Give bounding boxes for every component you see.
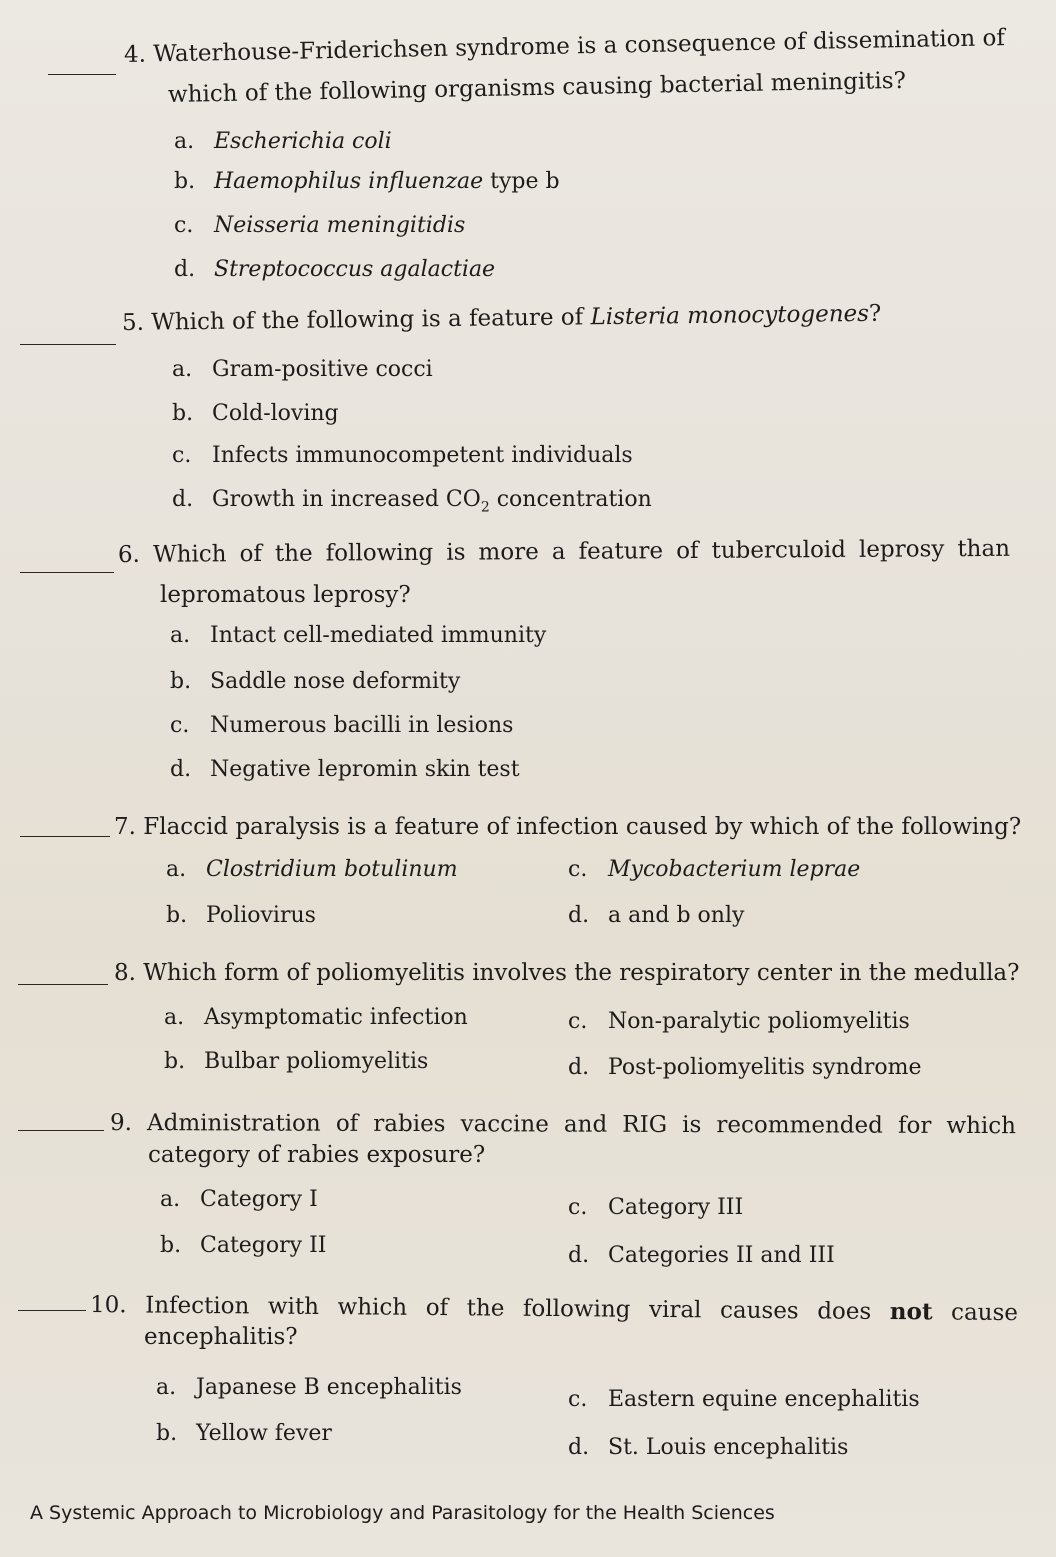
option-9b[interactable]: b. Category II <box>160 1233 327 1258</box>
question-number: 10. <box>89 1292 127 1319</box>
question-number: 4. <box>123 41 147 68</box>
option-7c[interactable]: c. Mycobacterium leprae <box>568 857 861 882</box>
question-9-text-line2: category of rabies exposure? <box>148 1142 486 1168</box>
option-7a[interactable]: a. Clostridium botulinum <box>166 857 458 882</box>
question-4-text <box>124 23 1005 70</box>
option-4c[interactable]: c. Neisseria meningitidis <box>174 213 466 238</box>
question-stem: Waterhouse-Friderichsen syndrome is a consequence of dissemination of <box>153 25 1006 68</box>
question-number: 9. <box>109 1110 132 1137</box>
question-5-text: 5. Which of the following is a feature of Listeria monocytogenes? <box>121 300 882 336</box>
question-7-text: 7. Flaccid paralysis is a feature of infection caused by which of the following? <box>114 814 1022 840</box>
option-9c[interactable]: c. Category III <box>568 1195 744 1220</box>
option-8d[interactable]: d. Post-poliomyelitis syndrome <box>568 1055 922 1080</box>
option-6b[interactable]: b. Saddle nose deformity <box>170 669 461 694</box>
option-4b[interactable]: b. Haemophilus influenzae type b <box>174 169 560 194</box>
answer-blank-4[interactable] <box>48 74 116 75</box>
question-4-text-line2: which of the following organisms causing bacterial meningitis? <box>167 67 907 108</box>
question-6-text: 6. Which of the following is more a feature of tuberculoid leprosy than <box>117 535 1011 568</box>
option-7d[interactable]: d. a and b only <box>568 903 745 928</box>
question-number: 7. <box>114 814 136 840</box>
answer-blank-8[interactable] <box>18 984 108 985</box>
option-10b[interactable]: b. Yellow fever <box>156 1421 332 1446</box>
option-7b[interactable]: b. Poliovirus <box>166 903 316 928</box>
option-10c[interactable]: c. Eastern equine encephalitis <box>568 1387 920 1412</box>
question-number: 5. <box>121 309 145 336</box>
option-9d[interactable]: d. Categories II and III <box>568 1243 835 1268</box>
option-6d[interactable]: d. Negative lepromin skin test <box>170 757 520 782</box>
option-4a[interactable]: a. Escherichia coli <box>174 129 392 154</box>
option-6c[interactable]: c. Numerous bacilli in lesions <box>170 713 514 738</box>
question-10-text: 10. Infection with which of the following viral causes does not cause <box>89 1292 1019 1327</box>
answer-blank-10[interactable] <box>18 1310 86 1311</box>
option-6a[interactable]: a. Intact cell-mediated immunity <box>170 623 547 648</box>
answer-blank-9[interactable] <box>18 1130 104 1131</box>
answer-blank-5[interactable] <box>20 344 116 345</box>
option-4d[interactable]: d. Streptococcus agalactiae <box>174 257 496 282</box>
question-number: 6. <box>117 541 141 568</box>
option-8b[interactable]: b. Bulbar poliomyelitis <box>164 1049 429 1074</box>
question-number: 8. <box>114 960 136 986</box>
option-5d[interactable]: d. Growth in increased $CO_2$ concentration <box>172 487 652 516</box>
option-5a[interactable]: a. Gram-positive cocci <box>172 357 433 382</box>
option-8c[interactable]: c. Non-paralytic poliomyelitis <box>568 1009 910 1034</box>
question-9-text: 9. Administration of rabies vaccine and RIG is recommended for which <box>109 1110 1017 1140</box>
option-8a[interactable]: a. Asymptomatic infection <box>164 1005 468 1030</box>
book-title-footer: A Systemic Approach to Microbiology and Parasitology for the Health Sciences <box>30 1502 775 1524</box>
question-8-text: 8. Which form of poliomyelitis involves the respiratory center in the medulla? <box>114 960 1020 986</box>
option-9a[interactable]: a. Category I <box>160 1187 318 1212</box>
question-6-text-line2: lepromatous leprosy? <box>160 582 411 608</box>
option-5b[interactable]: b. Cold-loving <box>172 401 339 426</box>
question-10-text-line2: encephalitis? <box>144 1324 298 1350</box>
option-10d[interactable]: d. St. Louis encephalitis <box>568 1435 849 1460</box>
option-10a[interactable]: a. Japanese B encephalitis <box>156 1375 462 1400</box>
answer-blank-7[interactable] <box>20 836 110 837</box>
answer-blank-6[interactable] <box>20 572 114 573</box>
option-5c[interactable]: c. Infects immunocompetent individuals <box>172 443 633 468</box>
